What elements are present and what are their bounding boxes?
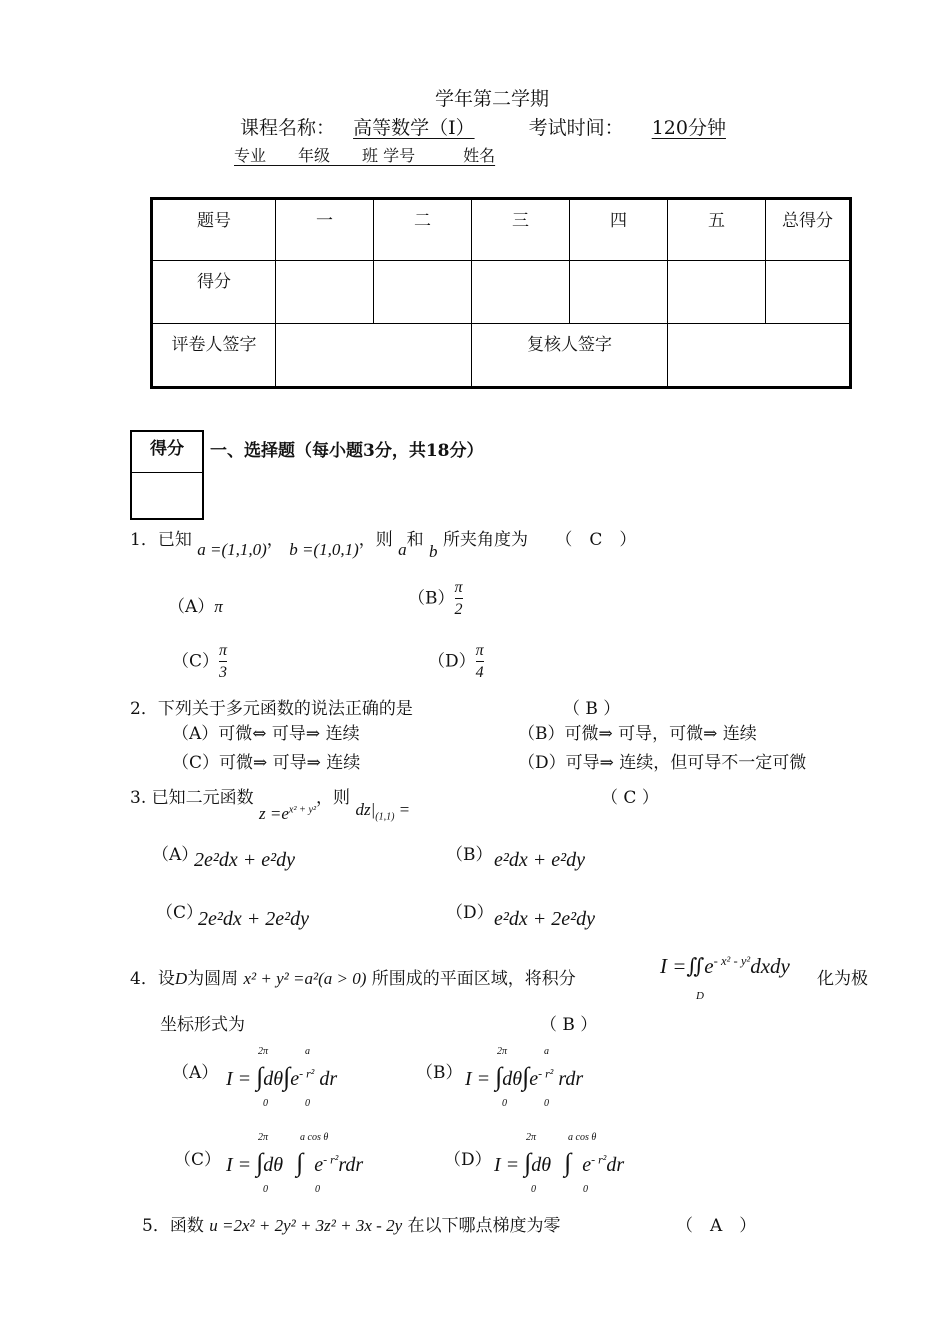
formula-lhs: I = [226,1154,252,1176]
q1-vector-a: a =(1,1,0) [197,540,267,559]
q2-option-c: （C）可微⇒ 可导⇒ 连续 [172,753,361,773]
col-header: 总得分 [766,199,851,261]
limit-lower: 0 [263,1184,268,1195]
option-label: （B） [408,588,455,609]
q4-integral-exponent: - x² - y² [713,954,751,968]
student-info-line: 专业 年级 班 学号 姓名 [234,146,496,165]
formula-dtheta: dθ [263,1154,284,1176]
grader-signature-cell[interactable] [276,324,472,388]
question-4 [130,964,576,989]
col-header: 三 [472,199,570,261]
limit-upper: a [305,1046,310,1057]
q1-option-a [168,592,223,617]
q4-text-end: 化为极 [817,969,868,989]
option-label: （C） [172,651,220,672]
q4-text-circle: 为圆周 [187,969,239,989]
fraction [455,580,463,618]
formula-e: e [529,1068,539,1090]
q4-option-d-label: （D） [444,1150,492,1170]
q4-integral-domain: D [696,990,704,1002]
integral-sign: ∫ [283,1062,291,1091]
q3-option-b-label: （B） [446,845,493,865]
reviewer-label: 复核人签字 [472,324,668,388]
q1-option-d [428,643,484,681]
q4-region: D [174,969,188,988]
q4-answer: （ B ） [540,1015,598,1035]
q1-and: 和 [406,530,424,550]
q5-number: 5． [142,1216,170,1236]
formula-dr: dr [319,1068,338,1090]
formula-dtheta: dθ [263,1068,284,1090]
q1-text-angle: 所夹角度为 [442,530,528,550]
limit-upper: 2π [258,1132,269,1143]
term-title: 学年第二学期 [435,88,550,110]
limit-lower: 0 [583,1184,588,1195]
score-cell[interactable] [570,261,668,324]
limit-lower: 0 [544,1098,549,1109]
score-cell[interactable] [276,261,374,324]
formula-e: e [314,1154,324,1176]
col-header: 五 [668,199,766,261]
question-5 [142,1211,561,1236]
q4-integral-base: I =∬e [660,954,714,978]
q3-func-exponent: x² + y² [288,804,317,816]
formula-dr: dr [606,1154,625,1176]
formula-lhs: I = [494,1154,520,1176]
numerator: π [476,643,484,662]
numerator: π [219,643,227,662]
option-label: （A） [168,597,215,617]
q4-integral-tail: dxdy [750,954,790,978]
course-line [240,113,752,140]
formula-lhs: I = [465,1068,491,1090]
q5-answer: （ A ） [676,1216,757,1236]
q4-text: 4．设 [130,969,175,989]
question-1 [130,525,637,561]
formula-dtheta: dθ [531,1154,552,1176]
score-cell[interactable] [374,261,472,324]
question-3 [130,783,411,823]
q1-number: 1． [130,530,158,550]
q4-text-integral: 所围成的平面区域，将积分 [371,969,576,989]
formula-exponent: - r² [299,1066,315,1081]
denominator: 3 [219,664,228,681]
section-score-label: 得分 [132,432,202,473]
q3-option-c-label: （C） [156,903,204,923]
q4-option-b-label: （B） [416,1063,463,1083]
integral-sign: ∫ [564,1148,572,1177]
integral-sign: ∫ [296,1148,304,1177]
col-header: 二 [374,199,472,261]
formula-lhs: I = [226,1068,252,1090]
grader-label: 评卷人签字 [152,324,276,388]
option-label: （D） [428,651,476,672]
limit-lower: 0 [263,1098,268,1109]
limit-upper: a cos θ [568,1132,597,1143]
score-row-label: 得分 [152,261,276,324]
q3-dz-symbol: dz| [355,800,376,819]
q1-text-then: ，则 [358,530,393,550]
limit-upper: a cos θ [300,1132,329,1143]
section-title: 一、选择题（每小题3分，共18分） [210,441,484,461]
formula-e: e [290,1068,300,1090]
numerator: π [455,580,463,599]
q3-option-d-label: （D） [446,903,494,923]
q3-option-d: e²dx + 2e²dy [494,908,595,930]
q4-option-c [226,1148,363,1178]
fraction [476,643,484,681]
q2-answer: （ B ） [563,699,621,719]
question-2: 2．下列关于多元函数的说法正确的是 [130,699,413,719]
score-cell[interactable] [668,261,766,324]
q3-dz [355,800,411,823]
q3-dz-point: (1,1) [375,811,395,823]
q1-b: b [429,542,438,561]
limit-lower: 0 [315,1184,320,1195]
q3-option-b: e²dx + e²dy [494,849,585,871]
limit-upper: 2π [526,1132,537,1143]
q3-function [259,804,316,823]
col-header: 一 [276,199,374,261]
q3-text: 3. 已知二元函数 [130,788,254,808]
section-score-box [130,430,204,520]
score-table [150,197,852,389]
integral-sign: ∫ [495,1062,503,1091]
col-header: 四 [570,199,668,261]
formula-exponent: - r² [538,1066,554,1081]
q1-vector-b: b =(1,0,1) [289,540,359,559]
q1-comma: ， [266,530,284,550]
q1-text: 已知 [157,530,192,550]
integral-sign: ∫ [256,1062,264,1091]
q5-text-gradient: 在以下哪点梯度为零 [407,1216,561,1236]
q4-integral [660,954,790,979]
q5-function: u =2x² + 2y² + 3z² + 3x - 2y [209,1216,403,1235]
q3-func-base: z =e [259,804,289,823]
q4-line2: 坐标形式为 [160,1015,245,1035]
q4-option-d [494,1148,624,1178]
q4-option-c-label: （C） [174,1150,222,1170]
q3-option-a-label: （A） [152,845,199,865]
q3-equals: = [398,800,411,819]
q3-option-c: 2e²dx + 2e²dy [198,908,309,930]
limit-upper: a [544,1046,549,1057]
q4-option-b [465,1062,583,1092]
q2-option-d: （D）可导⇒ 连续，但可导不一定可微 [518,753,807,773]
fraction [219,643,227,681]
q4-option-a-label: （A） [172,1063,219,1083]
q1-option-c [172,643,227,681]
formula-rdr: rdr [338,1154,364,1176]
reviewer-signature-cell[interactable] [668,324,851,388]
q2-option-b: （B）可微⇒ 可导，可微⇒ 连续 [518,724,757,744]
limit-lower: 0 [305,1098,310,1109]
integral-sign: ∫ [524,1148,532,1177]
course-name: 高等数学（I） [353,117,475,139]
formula-exponent: - r² [323,1152,339,1167]
q3-answer: （ C ） [601,788,659,808]
score-cell[interactable] [472,261,570,324]
q3-then: ，则 [316,788,351,808]
q3-option-a: 2e²dx + e²dy [194,849,295,871]
limit-lower: 0 [531,1184,536,1195]
formula-exponent: - r² [591,1152,607,1167]
formula-e: e [582,1154,592,1176]
exam-time-label: 考试时间： [528,117,624,139]
col-header: 题号 [152,199,276,261]
limit-upper: 2π [497,1046,508,1057]
exam-time: 120分钟 [651,117,726,139]
limit-lower: 0 [502,1098,507,1109]
q1-a: a [398,540,407,559]
denominator: 4 [475,664,484,681]
score-cell[interactable] [766,261,851,324]
integral-sign: ∫ [256,1148,264,1177]
q1-option-b [408,580,463,618]
course-label: 课程名称： [240,117,336,139]
integral-sign: ∫ [522,1062,530,1091]
denominator: 2 [454,601,463,618]
limit-upper: 2π [258,1046,269,1057]
formula-rdr: rdr [558,1068,584,1090]
q4-circle-eq: x² + y² =a²(a > 0) [243,969,367,988]
q1-answer: （ C ） [555,530,637,550]
q2-option-a: （A）可微⇔ 可导⇒ 连续 [172,724,360,744]
formula-dtheta: dθ [502,1068,523,1090]
option-value: π [214,597,223,616]
q4-option-a [226,1062,337,1092]
q5-text: 函数 [169,1216,204,1236]
